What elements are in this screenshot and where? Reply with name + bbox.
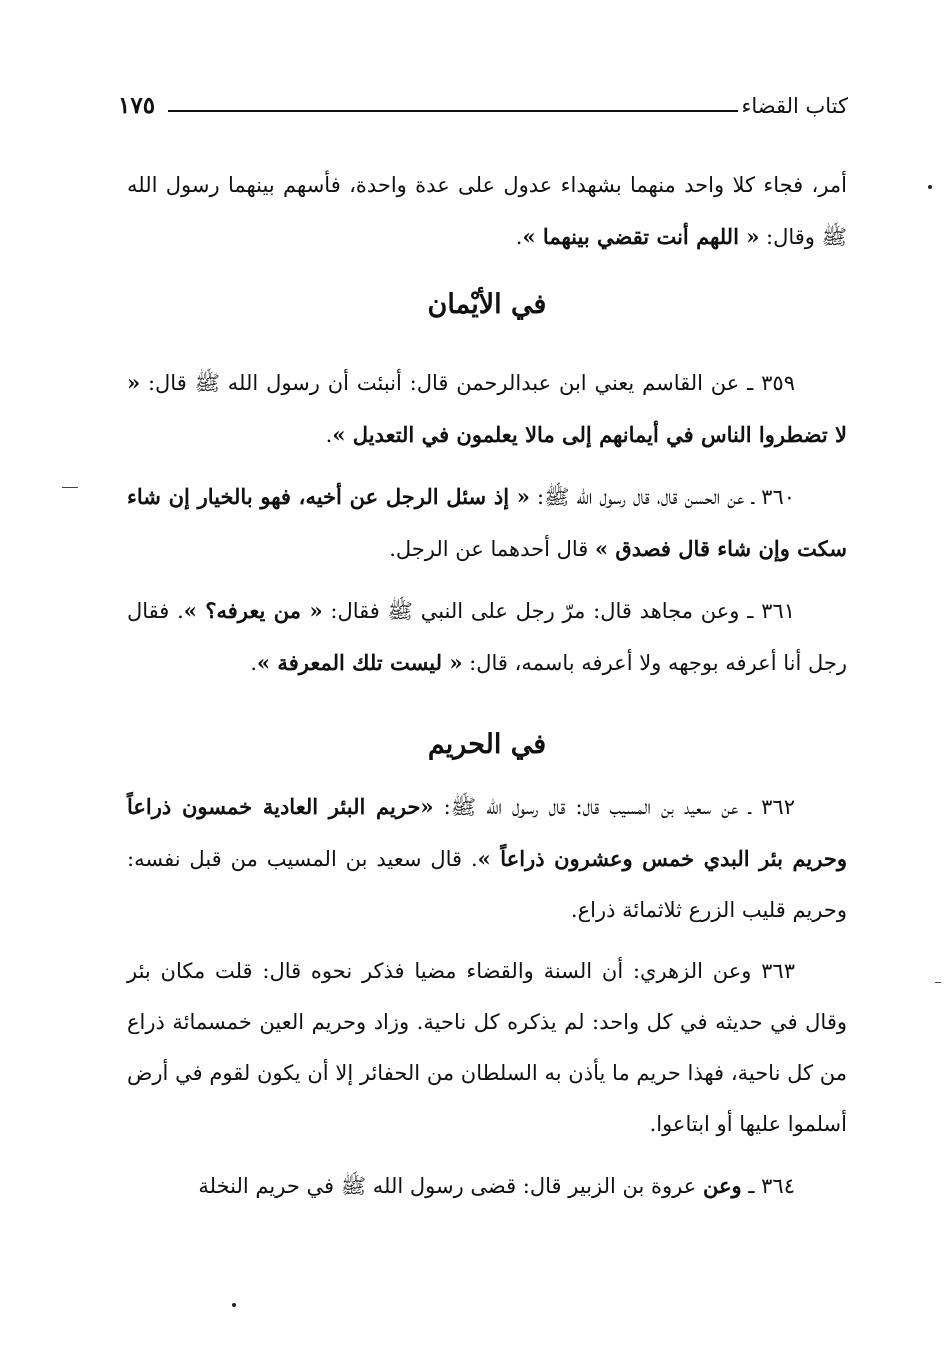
hadith-361-quote-2: « ليست تلك المعرفة »: [257, 650, 463, 675]
hadith-364-lead: وعن: [702, 1173, 742, 1198]
running-header: [118, 92, 848, 126]
hadith-359-end: .: [325, 423, 333, 447]
hadith-359: [127, 357, 847, 461]
margin-mark: [935, 982, 941, 983]
intro-end: .: [515, 225, 523, 249]
header-rule: [168, 110, 738, 112]
hadith-361-end: .: [250, 651, 257, 675]
intro-quote: « اللهم أنت تقضي بينهما »: [522, 224, 760, 249]
intro-paragraph: [127, 160, 847, 263]
hadith-360-quote: « إذ سئل الرجل عن أخيه، فهو بالخيار إن شاء سكت وإن شاء قال فصدق »: [127, 484, 847, 561]
hadith-363: [127, 946, 847, 1150]
hadith-361-quote-1: « من يعرفه؟ »: [183, 598, 323, 623]
hadith-362-end: . قال سعيد بن المسيب من قبل نفسه: وحريم قليب الزرع ثلاثمائة ذراع.: [127, 847, 847, 922]
hadith-361: [127, 585, 847, 689]
bottom-speck: [232, 1303, 236, 1307]
hadith-362-quote: «حريم البئر العادية خمسون ذراعاً وحريم بئر البدي خمس وعشرون ذراعاً »: [127, 794, 847, 871]
hadith-364-number: ٣٦٤ ـ: [741, 1174, 795, 1198]
hadith-363-text: ٣٦٣ وعن الزهري: أن السنة والقضاء مضيا فذكر نحوه قال: قلت مكان بئر وقال في حديثه في كل واحد: لم يذكره كل ناحية. وزاد وحريم العين خمسمائة ذراع من كل ناحية، فهذا حريم ما يأذن به السلطان من الحفائر إلا أن يكون لقوم في أرض أسلموا عليها أو ابتاعوا.: [127, 959, 847, 1136]
hadith-362-text: ٣٦٢ ـ عن سعيد بن المسيب قال: قال رسول الله ﷺ:: [433, 795, 795, 819]
hadith-359-quote: « لا تضطروا الناس في أيمانهم إلى مالا يعلمون في التعديل »: [127, 370, 847, 447]
page-number: ١٧٥: [118, 92, 156, 119]
hadith-360: [127, 471, 847, 575]
intro-text: أمر، فجاء كلا واحد منهما بشهداء عدول على عدة واحدة، فأسهم بينهما رسول الله ﷺ وقال:: [127, 173, 847, 249]
hadith-361-text: ٣٦١ ـ وعن مجاهد قال: مرّ رجل على النبي ﷺ فقال:: [322, 599, 796, 623]
hadith-362: [127, 781, 847, 936]
section-heading-harim: في الحريم: [427, 729, 547, 760]
hadith-361-middle: . فقال رجل أنا أعرفه بوجهه ولا أعرفه باسمه، قال:: [127, 599, 847, 675]
margin-speck: [928, 185, 932, 189]
section-heading-oaths: في الأيْمان: [427, 289, 547, 320]
hadith-364-text: عروة بن الزبير قال: قضى رسول الله ﷺ في حريم النخلة: [198, 1174, 703, 1198]
hadith-360-end: قال أحدهما عن الرجل.: [389, 537, 595, 561]
book-title: كتاب القضاء: [741, 94, 848, 118]
hadith-360-text: ٣٦٠ ـ عن الحسن قال، قال رسول الله ﷺ:: [529, 485, 796, 509]
hadith-359-text: ٣٥٩ ـ عن القاسم يعني ابن عبدالرحمن قال: أنبئت أن رسول الله ﷺ قال:: [140, 371, 795, 395]
hadith-364: [127, 1160, 847, 1212]
page-body: [127, 160, 847, 1222]
margin-mark: [62, 487, 78, 488]
